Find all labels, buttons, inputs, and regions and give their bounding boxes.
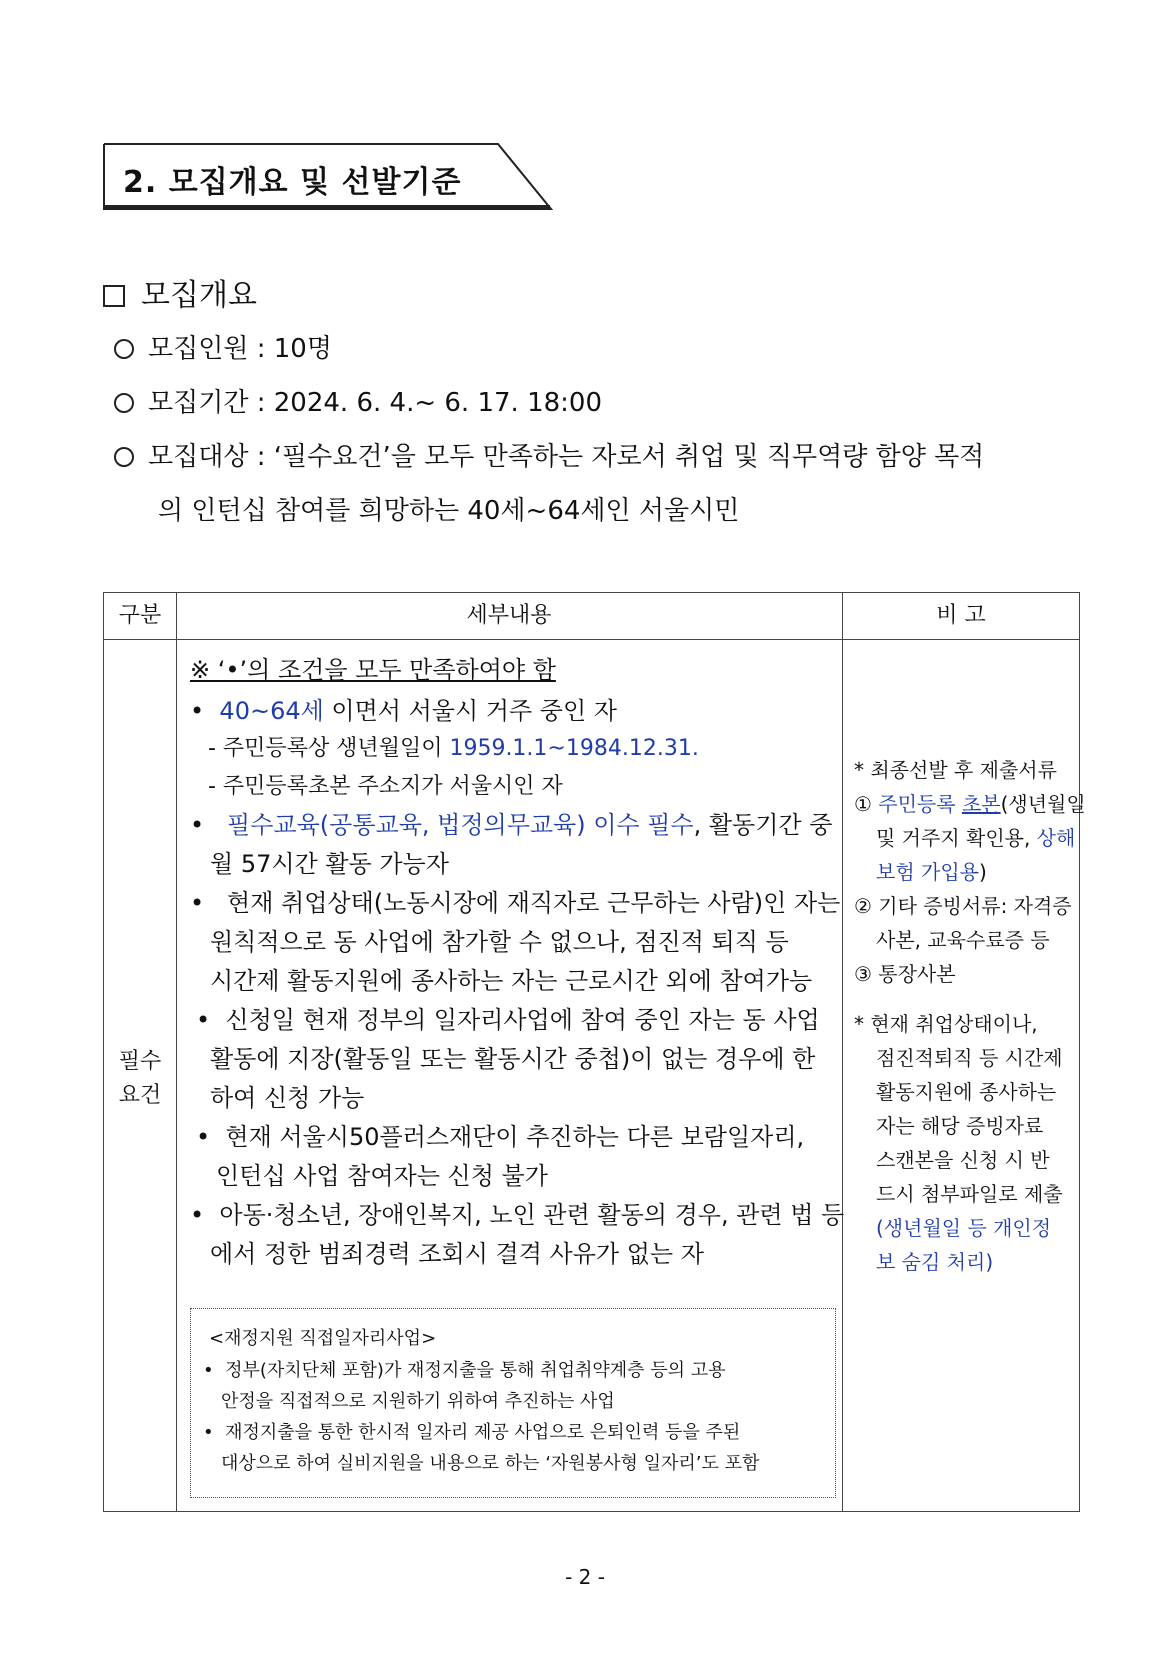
overview-item-period <box>114 382 602 419</box>
header-category: 구분 <box>118 603 162 628</box>
overview-item-target <box>114 436 984 473</box>
bullet-dot-icon: • <box>196 1006 211 1034</box>
remarks-item1-l3-rest: ) <box>978 860 987 884</box>
detail-sub-birthdate <box>208 729 699 769</box>
remarks-item1-blue1: 주민등록 <box>878 792 962 816</box>
direct-job-program-box <box>190 1308 836 1498</box>
overview-item-count-text: 모집인원 : 10명 <box>148 334 332 364</box>
detail-sub-address: - 주민등록초본 주소지가 서울시인 자 <box>208 774 563 799</box>
overview-heading <box>103 270 257 314</box>
overview-item-target-line2: 의 인턴십 참여를 희망하는 40세~64세인 서울시민 <box>158 496 740 526</box>
box-title: <재정지원 직접일자리사업> <box>209 1328 437 1349</box>
row-label-line1: 필수 <box>118 1049 162 1074</box>
remarks-note-line1: * 현재 취업상태이나, <box>854 1012 1038 1036</box>
remarks-item3: ③ 통장사본 <box>854 962 956 986</box>
bullet-dot-icon: • <box>190 889 205 917</box>
age-range-text: 40~64세 <box>219 697 324 725</box>
box-item2-line1 <box>203 1417 740 1448</box>
employment-line3: 시간제 활동지원에 종사하는 자는 근로시간 외에 참여가능 <box>210 967 813 995</box>
remarks-item1-rest: (생년월일 <box>1000 792 1086 816</box>
detail-bullet-age <box>190 691 617 731</box>
detail-bullet-criminal <box>190 1195 844 1235</box>
foundation-line2: 인턴십 사업 참여자는 신청 불가 <box>216 1162 548 1190</box>
circle-bullet-icon <box>114 393 134 413</box>
bullet-dot-icon: • <box>203 1360 214 1381</box>
remarks-item2-line2: 사본, 교육수료증 등 <box>876 928 1050 952</box>
row-label-line2: 요건 <box>118 1083 162 1108</box>
box-item1-text1: 정부(자치단체 포함)가 재정지출을 통해 취업취약계층 등의 고용 <box>225 1360 726 1381</box>
box-item1-line2: 안정을 직접적으로 지원하기 위하여 추진하는 사업 <box>221 1391 615 1412</box>
remarks-note-line8: 보 숨김 처리) <box>876 1250 994 1274</box>
overview-item-count <box>114 328 332 365</box>
overview-heading-text: 모집개요 <box>141 278 257 313</box>
remarks-item1-line1 <box>854 787 1086 821</box>
circle-bullet-icon <box>114 447 134 467</box>
row-label <box>104 1045 176 1113</box>
remarks-note-line2: 점진적퇴직 등 시간제 <box>876 1046 1063 1070</box>
criminal-line1: 아동·청소년, 장애인복지, 노인 관련 활동의 경우, 관련 법 등 <box>219 1201 845 1229</box>
criminal-line2: 에서 정한 범죄경력 조회시 결격 사유가 없는 자 <box>210 1240 704 1268</box>
remarks-note-line6: 드시 첨부파일로 제출 <box>876 1182 1063 1206</box>
remarks-docs-title: * 최종선발 후 제출서류 <box>854 758 1057 782</box>
remarks-note-line5: 스캔본을 신청 시 반 <box>876 1148 1050 1172</box>
remarks-item1-line3 <box>876 855 987 889</box>
table-divider <box>842 593 843 1511</box>
foundation-line1: 현재 서울시50플러스재단이 추진하는 다른 보람일자리, <box>225 1123 805 1151</box>
remarks-item1-line2 <box>876 821 1075 855</box>
education-required-text: 필수교육(공통교육, 법정의무교육) 이수 필수 <box>227 811 694 839</box>
overview-item-period-text: 모집기간 : 2024. 6. 4.~ 6. 17. 18:00 <box>148 388 602 418</box>
table-divider <box>176 593 177 1511</box>
remarks-item1-l2-blue: 상해 <box>1036 826 1076 850</box>
remarks-note-line3: 활동지원에 종사하는 <box>876 1080 1057 1104</box>
employment-line2: 원칙적으로 동 사업에 참가할 수 없으나, 점진적 퇴직 등 <box>210 928 789 956</box>
bullet-dot-icon: • <box>190 811 205 839</box>
birthdate-range: 1959.1.1~1984.12.31. <box>449 736 699 761</box>
circle-bullet-icon <box>114 339 134 359</box>
govjob-line3: 하여 신청 가능 <box>210 1084 365 1112</box>
remarks-item2-line1: ② 기타 증빙서류: 자격증 <box>854 894 1072 918</box>
bullet-dot-icon: • <box>196 1123 211 1151</box>
govjob-line2: 활동에 지장(활동일 또는 활동시간 중첩)이 없는 경우에 한 <box>210 1045 816 1073</box>
detail-bullet-govjob <box>196 1000 820 1040</box>
square-bullet-icon <box>103 285 125 307</box>
birthdate-prefix: - 주민등록상 생년월일이 <box>208 736 450 761</box>
age-condition-text: 이면서 서울시 거주 중인 자 <box>323 697 617 725</box>
remarks-item1-blue2: 초본 <box>961 792 1001 816</box>
remarks-item1-l3-blue: 보험 가입용 <box>876 860 979 884</box>
detail-education-line2: 월 57시간 활동 가능자 <box>210 850 449 878</box>
page-number: - 2 - <box>565 1565 605 1589</box>
overview-item-target-line1: 모집대상 : ‘필수요건’을 모두 만족하는 자로서 취업 및 직무역량 함양 목적 <box>148 442 985 472</box>
remarks-note-line7: (생년월일 등 개인정 <box>876 1216 1052 1240</box>
bullet-dot-icon: • <box>203 1422 214 1443</box>
box-item2-line2: 대상으로 하여 실비지원을 내용으로 하는 ‘자원봉사형 일자리’도 포함 <box>221 1453 760 1474</box>
remarks-item1-num: ① <box>854 792 879 816</box>
details-note: ※ ‘•’의 조건을 모두 만족하여야 함 <box>190 656 556 684</box>
table-header-divider <box>104 639 1079 640</box>
bullet-dot-icon: • <box>190 697 205 725</box>
detail-bullet-employment <box>190 883 840 923</box>
govjob-line1: 신청일 현재 정부의 일자리사업에 참여 중인 자는 동 사업 <box>225 1006 820 1034</box>
box-item2-text1: 재정지출을 통한 한시적 일자리 제공 사업으로 은퇴인력 등을 주된 <box>225 1422 741 1443</box>
section-title: 2. 모집개요 및 선발기준 <box>123 165 462 200</box>
box-item1-line1 <box>203 1355 726 1386</box>
education-rest-text: , 활동기간 중 <box>693 811 833 839</box>
remarks-note-line4: 자는 해당 증빙자료 <box>876 1114 1044 1138</box>
bullet-dot-icon: • <box>190 1201 205 1229</box>
detail-bullet-foundation <box>196 1117 804 1157</box>
header-remarks: 비 고 <box>936 603 986 628</box>
detail-bullet-education <box>190 805 832 845</box>
section-header <box>103 143 553 211</box>
employment-line1: 현재 취업상태(노동시장에 재직자로 근무하는 사람)인 자는 <box>227 889 841 917</box>
header-details: 세부내용 <box>466 603 552 628</box>
remarks-item1-l2-plain: 및 거주지 확인용, <box>876 826 1037 850</box>
